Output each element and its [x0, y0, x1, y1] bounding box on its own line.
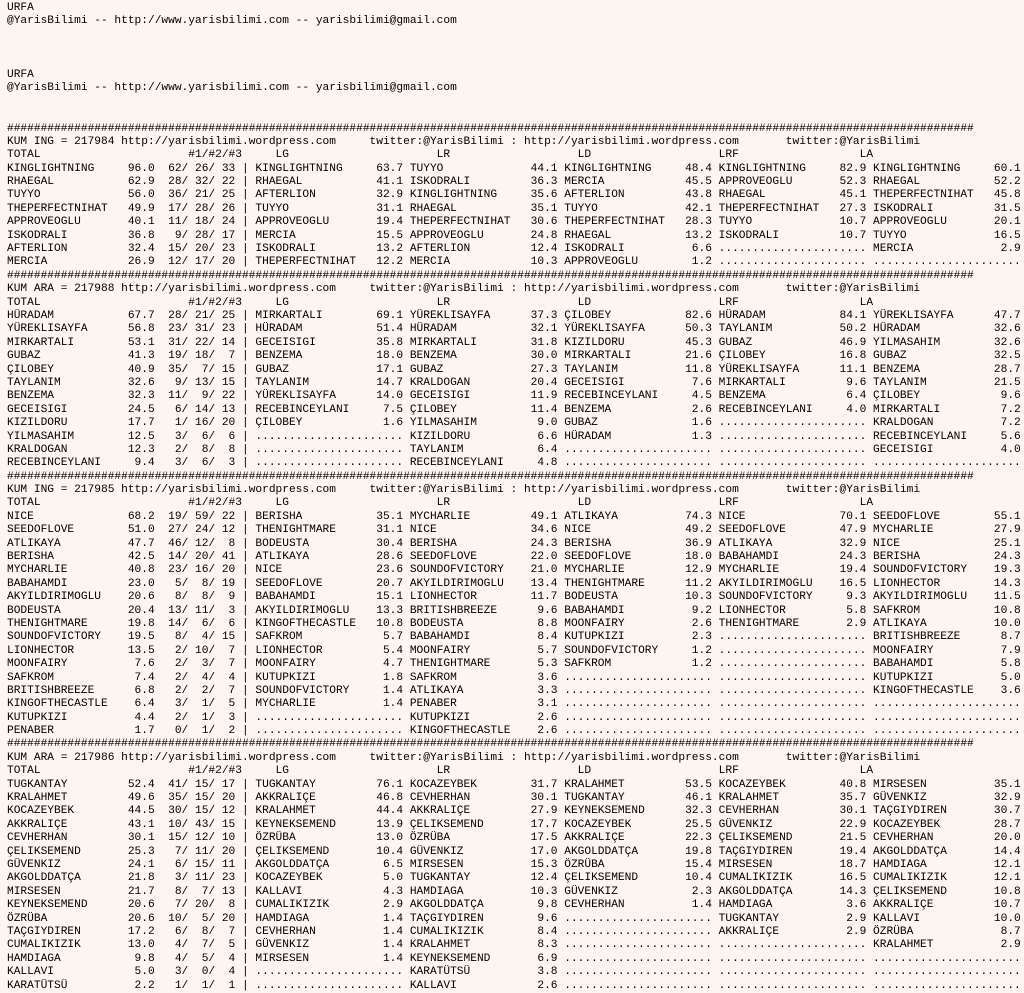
section-divider: ################################################################################################################################################: [7, 738, 974, 751]
horse-stats-row: LIONHECTOR 13.5 2/ 10/ 7 | LIONHECTOR 5.4 MOONFAIRY 5.7 SOUNDOFVICTORY 1.2 ...................... MOONFAIRY 7.9: [7, 644, 1021, 657]
race-header: KUM ARA = 217986 http://yarisbilimi.wordpress.com twitter:@YarisBilimi : http://yarisbilimi.wordpress.com twitter:@YarisBilimi: [7, 751, 921, 764]
blank-line: [7, 56, 1024, 69]
horse-stats-row: RHAEGAL 62.9 28/ 32/ 22 | RHAEGAL 41.1 ISKODRALI 36.3 MERCIA 45.5 APPROVEOGLU 52.3 RHAEGAL 52.2: [7, 176, 1021, 189]
horse-stats-row: ATLIKAYA 47.7 46/ 12/ 8 | BODEUSTA 30.4 BERISHA 24.3 BERISHA 36.9 ATLIKAYA 32.9 NICE 25.1: [7, 537, 1021, 550]
horse-stats-row: NICE 68.2 19/ 59/ 22 | BERISHA 35.1 MYCHARLIE 49.1 ATLIKAYA 74.3 NICE 70.1 SEEDOFLOVE 55.1: [7, 510, 1021, 523]
horse-stats-row: SOUNDOFVICTORY 19.5 8/ 4/ 15 | SAFKROM 5.7 BABAHAMDI 8.4 KUTUPKIZI 2.3 ...................... BRITISHBREEZE 8.7: [7, 631, 1021, 644]
horse-stats-row: PENABER 1.7 0/ 1/ 2 | ...................... KINGOFTHECASTLE 2.6 ...................... ...................... ......................: [7, 725, 1021, 738]
column-header-row: TOTAL #1/#2/#3 LG LR LD LRF LA: [7, 765, 874, 778]
horse-stats-row: KRALDOGAN 12.3 2/ 8/ 8 | ...................... TAYLANIM 6.4 ...................... ...................... GECEISIGI 4.0: [7, 443, 1021, 456]
race-header: KUM ARA = 217988 http://yarisbilimi.wordpress.com twitter:@YarisBilimi : http://yarisbilimi.wordpress.com twitter:@YarisBilimi: [7, 283, 921, 296]
horse-stats-row: KALLAVI 5.0 3/ 0/ 4 | ...................... KARATÜTSÜ 3.8 ...................... ...................... ......................: [7, 966, 1021, 979]
horse-stats-row: AFTERLION 32.4 15/ 20/ 23 | ISKODRALI 13.2 AFTERLION 12.4 ISKODRALI 6.6 ...................... MERCIA 2.9: [7, 243, 1021, 256]
horse-stats-row: ISKODRALI 36.8 9/ 28/ 17 | MERCIA 15.5 APPROVEOGLU 24.8 RHAEGAL 13.2 ISKODRALI 10.7 TUYYO 16.5: [7, 229, 1021, 242]
blank-line: [7, 109, 1024, 122]
blank-line: [7, 29, 1024, 42]
horse-stats-row: TUGKANTAY 52.4 41/ 15/ 17 | TUGKANTAY 76.1 KOCAZEYBEK 31.7 KRALAHMET 53.5 KOCAZEYBEK 40.8 MIRSESEN 35.1: [7, 778, 1021, 791]
horse-stats-row: MYCHARLIE 40.8 23/ 16/ 20 | NICE 23.6 SOUNDOFVICTORY 21.0 MYCHARLIE 12.9 MYCHARLIE 19.4 SOUNDOFVICTORY 19.3: [7, 564, 1021, 577]
track-title: URFA: [7, 68, 34, 81]
column-header-row: TOTAL #1/#2/#3 LG LR LD LRF LA: [7, 497, 874, 510]
section-divider: ################################################################################################################################################: [7, 470, 974, 483]
horse-stats-row: AKKRALIÇE 43.1 10/ 43/ 15 | KEYNEKSEMEND 13.9 ÇELIKSEMEND 17.7 KOCAZEYBEK 25.5 GÜVENKIZ 22.9 KOCAZEYBEK 28.7: [7, 818, 1021, 831]
column-header-row: TOTAL #1/#2/#3 LG LR LD LRF LA: [7, 296, 874, 309]
race-header: KUM ING = 217985 http://yarisbilimi.wordpress.com twitter:@YarisBilimi : http://yarisbilimi.wordpress.com twitter:@YarisBilimi: [7, 484, 921, 497]
horse-stats-row: SAFKROM 7.4 2/ 4/ 4 | KUTUPKIZI 1.8 SAFKROM 3.6 ...................... ...................... KUTUPKIZI 5.0: [7, 671, 1021, 684]
horse-stats-row: YILMASAHIM 12.5 3/ 6/ 6 | ...................... KIZILDORU 6.6 HÜRADAM 1.3 ...................... RECEBINCEYLANI 5.6: [7, 430, 1021, 443]
horse-stats-row: TAÇGIYDIREN 17.2 6/ 8/ 7 | CEVHERHAN 1.4 CUMALIKIZIK 8.4 ...................... AKKRALIÇE 2.9 ÖZRÜBA 8.7: [7, 925, 1021, 938]
horse-stats-row: CUMALIKIZIK 13.0 4/ 7/ 5 | GÜVENKIZ 1.4 KRALAHMET 8.3 ...................... ...................... KRALAHMET 2.9: [7, 939, 1021, 952]
horse-stats-row: GECEISIGI 24.5 6/ 14/ 13 | RECEBINCEYLANI 7.5 ÇILOBEY 11.4 BENZEMA 2.6 RECEBINCEYLANI 4.0 MIRKARTALI 7.2: [7, 403, 1021, 416]
horse-stats-row: KUTUPKIZI 4.4 2/ 1/ 3 | ...................... KUTUPKIZI 2.6 ...................... ...................... ......................: [7, 711, 1021, 724]
horse-stats-row: HÜRADAM 67.7 28/ 21/ 25 | MIRKARTALI 69.1 YÜREKLISAYFA 37.3 ÇILOBEY 82.6 HÜRADAM 84.1 YÜREKLISAYFA 47.7: [7, 309, 1021, 322]
horse-stats-row: KIZILDORU 17.7 1/ 16/ 20 | ÇILOBEY 1.6 YILMASAHIM 9.0 GUBAZ 1.6 ...................... KRALDOGAN 7.2: [7, 417, 1021, 430]
horse-stats-row: YÜREKLISAYFA 56.8 23/ 31/ 23 | HÜRADAM 51.4 HÜRADAM 32.1 YÜREKLISAYFA 50.3 TAYLANIM 50.2 HÜRADAM 32.6: [7, 323, 1021, 336]
horse-stats-row: TUYYO 56.0 36/ 21/ 25 | AFTERLION 32.9 KINGLIGHTNING 35.6 AFTERLION 43.8 RHAEGAL 45.1 THEPERFECTNIHAT 45.8: [7, 189, 1021, 202]
horse-stats-row: MOONFAIRY 7.6 2/ 3/ 7 | MOONFAIRY 4.7 THENIGHTMARE 5.3 SAFKROM 1.2 ...................... BABAHAMDI 5.8: [7, 658, 1021, 671]
blank-line: [7, 42, 1024, 55]
horse-stats-row: TAYLANIM 32.6 9/ 13/ 15 | TAYLANIM 14.7 KRALDOGAN 20.4 GECEISIGI 7.6 MIRKARTALI 9.6 TAYLANIM 21.5: [7, 376, 1021, 389]
horse-stats-row: THENIGHTMARE 19.8 14/ 6/ 6 | KINGOFTHECASTLE 10.8 BODEUSTA 8.8 MOONFAIRY 2.6 THENIGHTMARE 2.9 ATLIKAYA 10.0: [7, 617, 1021, 630]
horse-stats-row: BRITISHBREEZE 6.8 2/ 2/ 7 | SOUNDOFVICTORY 1.4 ATLIKAYA 3.3 ...................... ...................... KINGOFTHECASTLE 3.6: [7, 684, 1021, 697]
horse-stats-row: MIRKARTALI 53.1 31/ 22/ 14 | GECEISIGI 35.8 MIRKARTALI 31.8 KIZILDORU 45.3 GUBAZ 46.9 YILMASAHIM 32.6: [7, 336, 1021, 349]
race-header: KUM ING = 217984 http://yarisbilimi.wordpress.com twitter:@YarisBilimi : http://yarisbilimi.wordpress.com twitter:@YarisBilimi: [7, 135, 921, 148]
contact-line: @YarisBilimi -- http://www.yarisbilimi.com -- yarisbilimi@gmail.com: [7, 15, 457, 28]
blank-line: [7, 96, 1024, 109]
horse-stats-row: AKYILDIRIMOGLU 20.6 8/ 8/ 9 | BABAHAMDI 15.1 LIONHECTOR 11.7 BODEUSTA 10.3 SOUNDOFVICTORY 9.3 AKYILDIRIMOGLU 11.5: [7, 591, 1021, 604]
horse-stats-row: MIRSESEN 21.7 8/ 7/ 13 | KALLAVI 4.3 HAMDIAGA 10.3 GÜVENKIZ 2.3 AKGOLDDATÇA 14.3 ÇELIKSEMEND 10.8: [7, 885, 1021, 898]
horse-stats-row: BODEUSTA 20.4 13/ 11/ 3 | AKYILDIRIMOGLU 13.3 BRITISHBREEZE 9.6 BABAHAMDI 9.2 LIONHECTOR 5.8 SAFKROM 10.8: [7, 604, 1021, 617]
horse-stats-row: CEVHERHAN 30.1 15/ 12/ 10 | ÖZRÜBA 13.0 ÖZRÜBA 17.5 AKKRALIÇE 22.3 ÇELIKSEMEND 21.5 CEVHERHAN 20.0: [7, 832, 1021, 845]
horse-stats-row: KEYNEKSEMEND 20.6 7/ 20/ 8 | CUMALIKIZIK 2.9 AKGOLDDATÇA 9.8 CEVHERHAN 1.4 HAMDIAGA 3.6 AKKRALIÇE 10.7: [7, 899, 1021, 912]
contact-line: @YarisBilimi -- http://www.yarisbilimi.com -- yarisbilimi@gmail.com: [7, 82, 457, 95]
section-divider: ################################################################################################################################################: [7, 122, 974, 135]
horse-stats-row: APPROVEOGLU 40.1 11/ 18/ 24 | APPROVEOGLU 19.4 THEPERFECTNIHAT 30.6 THEPERFECTNIHAT 28.3 TUYYO 10.7 APPROVEOGLU 20.1: [7, 216, 1021, 229]
horse-stats-row: GÜVENKIZ 24.1 6/ 15/ 11 | AKGOLDDATÇA 6.5 MIRSESEN 15.3 ÖZRÜBA 15.4 MIRSESEN 18.7 HAMDIAGA 12.1: [7, 859, 1021, 871]
horse-stats-row: ÇELIKSEMEND 25.3 7/ 11/ 20 | ÇELIKSEMEND 10.4 GÜVENKIZ 17.0 AKGOLDDATÇA 19.8 TAÇGIYDIREN 19.4 AKGOLDDATÇA 14.4: [7, 845, 1021, 858]
horse-stats-row: AKGOLDDATÇA 21.8 3/ 11/ 23 | KOCAZEYBEK 5.0 TUGKANTAY 12.4 ÇELIKSEMEND 10.4 CUMALIKIZIK 16.5 CUMALIKIZIK 12.1: [7, 872, 1021, 885]
horse-stats-row: HAMDIAGA 9.8 4/ 5/ 4 | MIRSESEN 1.4 KEYNEKSEMEND 6.9 ...................... ...................... ......................: [7, 952, 1021, 965]
horse-stats-row: KINGOFTHECASTLE 6.4 3/ 1/ 5 | MYCHARLIE 1.4 PENABER 3.1 ...................... ...................... ......................: [7, 698, 1021, 711]
column-header-row: TOTAL #1/#2/#3 LG LR LD LRF LA: [7, 149, 874, 162]
track-title: URFA: [7, 2, 34, 14]
horse-stats-row: BERISHA 42.5 14/ 20/ 41 | ATLIKAYA 28.6 SEEDOFLOVE 22.0 SEEDOFLOVE 18.0 BABAHAMDI 24.3 BERISHA 24.3: [7, 551, 1021, 564]
horse-stats-row: THEPERFECTNIHAT 49.9 17/ 28/ 26 | TUYYO 31.1 RHAEGAL 35.1 TUYYO 42.1 THEPERFECTNIHAT 27.3 ISKODRALI 31.5: [7, 202, 1021, 215]
horse-stats-row: KINGLIGHTNING 96.0 62/ 26/ 33 | KINGLIGHTNING 63.7 TUYYO 44.1 KINGLIGHTNING 48.4 KINGLIGHTNING 82.9 KINGLIGHTNING 60.1: [7, 162, 1021, 175]
horse-stats-row: BENZEMA 32.3 11/ 9/ 22 | YÜREKLISAYFA 14.0 GECEISIGI 11.9 RECEBINCEYLANI 4.5 BENZEMA 6.4 ÇILOBEY 9.6: [7, 390, 1021, 403]
horse-stats-row: BABAHAMDI 23.0 5/ 8/ 19 | SEEDOFLOVE 20.7 AKYILDIRIMOGLU 13.4 THENIGHTMARE 11.2 AKYILDIRIMOGLU 16.5 LIONHECTOR 14.3: [7, 577, 1021, 590]
horse-stats-row: KOCAZEYBEK 44.5 30/ 15/ 12 | KRALAHMET 44.4 AKKRALIÇE 27.9 KEYNEKSEMEND 32.3 CEVHERHAN 30.1 TAÇGIYDIREN 30.7: [7, 805, 1021, 818]
horse-stats-row: ÇILOBEY 40.9 35/ 7/ 15 | GUBAZ 17.1 GUBAZ 27.3 TAYLANIM 11.8 YÜREKLISAYFA 11.1 BENZEMA 28.7: [7, 363, 1021, 376]
horse-stats-row: SEEDOFLOVE 51.0 27/ 24/ 12 | THENIGHTMARE 31.1 NICE 34.6 NICE 49.2 SEEDOFLOVE 47.9 MYCHARLIE 27.9: [7, 524, 1021, 537]
section-divider: ################################################################################################################################################: [7, 269, 974, 282]
horse-stats-row: RECEBINCEYLANI 9.4 3/ 6/ 3 | ...................... RECEBINCEYLANI 4.8 ...................... ...................... ......................: [7, 457, 1021, 470]
horse-stats-row: ÖZRÜBA 20.6 10/ 5/ 20 | HAMDIAGA 1.4 TAÇGIYDIREN 9.6 ...................... TUGKANTAY 2.9 KALLAVI 10.0: [7, 912, 1021, 925]
horse-stats-row: GUBAZ 41.3 19/ 18/ 7 | BENZEMA 18.0 BENZEMA 30.0 MIRKARTALI 21.6 ÇILOBEY 16.8 GUBAZ 32.5: [7, 350, 1021, 363]
horse-stats-row: KRALAHMET 49.6 35/ 15/ 20 | AKKRALIÇE 46.8 CEVHERHAN 30.1 TUGKANTAY 46.1 KRALAHMET 35.7 GÜVENKIZ 32.9: [7, 792, 1021, 805]
horse-stats-row: MERCIA 26.9 12/ 17/ 20 | THEPERFECTNIHAT 12.2 MERCIA 10.3 APPROVEOGLU 1.2 ...................... ......................: [7, 256, 1021, 269]
horse-stats-row: KARATÜTSÜ 2.2 1/ 1/ 1 | ...................... KALLAVI 2.6 ...................... ...................... ......................: [7, 979, 1021, 992]
